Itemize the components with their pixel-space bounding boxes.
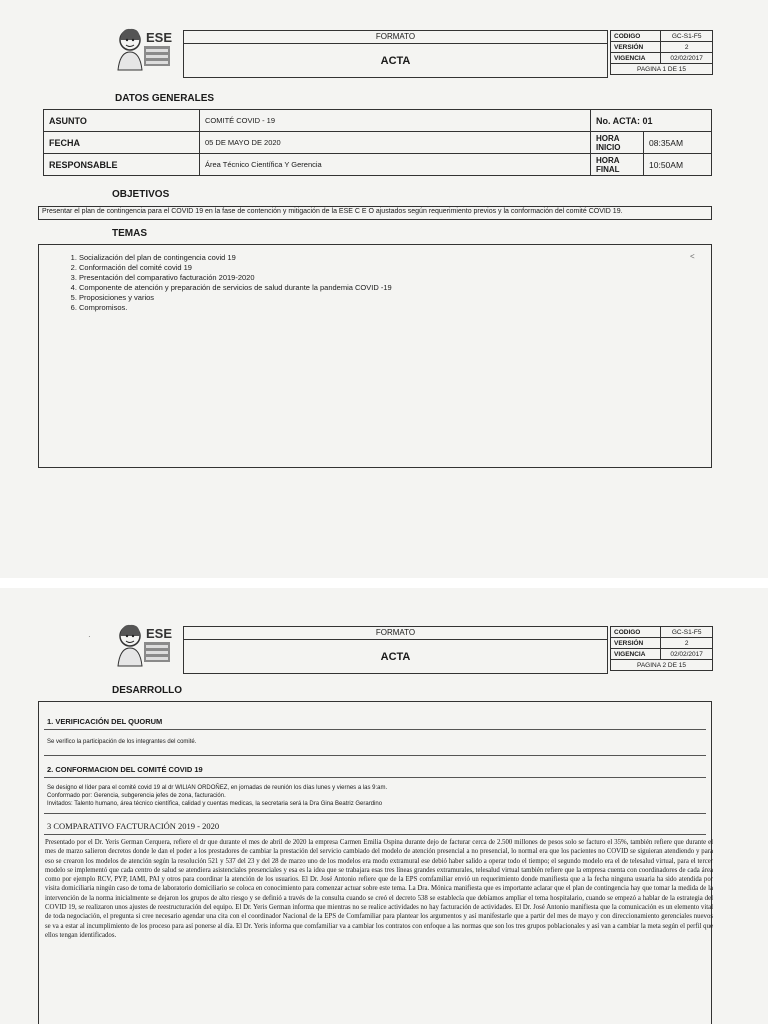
pen-mark: ˂: [690, 252, 695, 261]
version-value: 2: [661, 42, 713, 53]
desarrollo-title: DESARROLLO: [112, 685, 182, 696]
version-value: 2: [661, 638, 713, 649]
codigo-label: CODIGO: [611, 31, 661, 42]
s2-line-1: Se designo el líder para el comité covid 19 al dr WILIAN ORDOÑEZ, en jornadas de reunión los días lunes y viernes a las 9:am.: [47, 785, 388, 791]
tema-item: 4. Componente de atención y preparación de servicios de salud durante la pandemia COVID -19: [79, 283, 711, 293]
svg-text:ESE: ESE: [146, 30, 173, 45]
tema-item: 6. Compromisos.: [79, 303, 711, 313]
hora-inicio-value: 08:35AM: [644, 132, 712, 154]
header-acta: ACTA: [380, 55, 411, 67]
tema-item: 1. Socialización del plan de contingencia covid 19: [79, 253, 711, 263]
header-meta-table: [610, 626, 713, 671]
s1-title: 1. VERIFICACIÓN DEL QUORUM: [47, 717, 163, 726]
datos-generales-table: [43, 109, 712, 176]
temas-list: [79, 253, 711, 313]
fecha-value: 05 DE MAYO DE 2020: [200, 132, 591, 154]
responsable-label: RESPONSABLE: [44, 154, 200, 176]
header-formato: FORMATO: [184, 627, 607, 640]
vigencia-value: 02/02/2017: [661, 53, 713, 64]
ese-logo: [110, 22, 174, 80]
datos-generales-title: DATOS GENERALES: [115, 93, 215, 104]
temas-box: [38, 244, 712, 468]
divider: [44, 729, 706, 730]
asunto-value: COMITÉ COVID - 19: [200, 110, 591, 132]
divider: [44, 813, 706, 814]
codigo-label: CODIGO: [611, 627, 661, 638]
s3-text: Presentado por el Dr. Yeris German Cerquera, refiere el dr que durante el mes de abril de 2020 la empresa Carmen Emilia Ospina durante dejo de facturar cerca de 2.500 millones de pesos solo se facturo el 35%, también refiere que durante el mes de marzo salieron decretos donde le dan el poder a los prestadores de cambiar la prestación del servicio cambiado del modelo de atención presencial a no presencial, lo normal era que los pacientes no COVID se siguieran atendiendo y para eso se crearon los modelos de atención según la resolución 521 y 537 del 23 y del 28 de marzo uno de los modelos era modo extramural ese debió haber salido a operar todo el tiempo; el segundo modelo era el de telesalud virtual, para el tercer modelo se implementó que cada centro de salud se atendiera asistenciales presenciales y esa es la idea que se trabajara esas tres líneas grandes extramurales, telesalud virtual también refiere que la empresa cuenta con coordinadores de cada área como por ejemplo RCV, PYP, IAMI, PAI y otros para coordinar la atención de los usuarios. El Dr. José Antonio refiere que de la EPS comfamiliar envió un requerimiento donde manifiesta que a la fecha ninguna usuaria ha sido atendida por visita domiciliaria ningún caso de toma de laboratorio domiciliario se coloca en conocimiento para comenzar actuar sobre este tema. La Dra. Mónica manifiesta que es importante aclarar que el plan de contingencia hay que tomar la medida de la intervención de la norma inicialmente se dejaron los grupos de alto riesgo y se definió a través de la consulta cuando se creó el decreto 538 se establecía que debíamos ampliar el tema hospitalario, cuando se empezó a hablar de la estrategia del COVID 19, se realizaron unos ajustes de reestructuración del equipo. El Dr. Yeris German informa que mientras no se realice actividades no hay facturación de actividades. El Dr. José Antonio manifiesta que la comunicación es un elemento vital de toda negociación, el pregunta si cree necesario agendar una cita con el coordinador Nacional de la EPS de Comfamiliar para plantear los argumentos y así manifestarle que a partir del mes de mayo y con direccionamiento gerenciales nuevos se va a estar al incumplimiento de los proceso para así ponerse al día. El Dr. Yeris informa que comfamiliar va a cambiar los contratos con enfoque a las normas que son los tres grupos poblacionales y así van a cambiar la meta según el perfil que ellos tengan identificados.: [45, 839, 713, 939]
tema-item: 3. Presentación del comparativo facturación 2019-2020: [79, 273, 711, 283]
divider: [44, 834, 706, 835]
objetivos-text: Presentar el plan de contingencia para el COVID 19 en la fase de contención y mitigación de la ESE C E O ajustados según requerimiento previos y la conformación del comité COVID 19.: [38, 206, 712, 220]
header-formato: FORMATO: [184, 31, 607, 44]
page-gap: [0, 578, 768, 588]
version-label: VERSIÓN: [611, 42, 661, 53]
objetivos-title: OBJETIVOS: [112, 189, 170, 200]
header-title-box: [183, 30, 608, 78]
fecha-label: FECHA: [44, 132, 200, 154]
vigencia-label: VIGENCIA: [611, 53, 661, 64]
asunto-label: ASUNTO: [44, 110, 200, 132]
tema-item: 2. Conformación del comité covid 19: [79, 263, 711, 273]
vigencia-value: 02/02/2017: [661, 649, 713, 660]
header-acta: ACTA: [380, 651, 411, 663]
divider: [44, 755, 706, 756]
s2-title: 2. CONFORMACION DEL COMITÉ COVID 19: [47, 765, 203, 774]
ese-logo: [110, 618, 174, 676]
hora-inicio-label: HORA INICIO: [591, 132, 644, 154]
s1-text: Se verifico la participación de los integrantes del comité.: [47, 739, 197, 745]
hora-final-label: HORA FINAL: [591, 154, 644, 176]
codigo-value: GC-S1-F5: [661, 627, 713, 638]
header-title-box: [183, 626, 608, 674]
version-label: VERSIÓN: [611, 638, 661, 649]
header-meta-table: [610, 30, 713, 75]
vigencia-label: VIGENCIA: [611, 649, 661, 660]
scan-mark: ·: [88, 632, 91, 641]
svg-text:ESE: ESE: [146, 626, 173, 641]
tema-item: 5. Proposiciones y varios: [79, 293, 711, 303]
pagina-value: PAGINA 2 DE 15: [611, 660, 713, 671]
divider: [44, 777, 706, 778]
no-acta: No. ACTA: 01: [591, 110, 712, 132]
hora-final-value: 10:50AM: [644, 154, 712, 176]
codigo-value: GC-S1-F5: [661, 31, 713, 42]
responsable-value: Área Técnico Científica Y Gerencia: [200, 154, 591, 176]
s2-line-3: Invitados: Talento humano, área técnico científica, calidad y cuentas medicas, la secretaria será la Dra Gina Beatriz Gerardino: [47, 801, 383, 807]
page-2: [0, 588, 768, 1024]
pagina-value: PAGINA 1 DE 15: [611, 64, 713, 75]
temas-title: TEMAS: [112, 228, 147, 239]
s2-line-2: Conformado por: Gerencia, subgerencia jefes de zona, facturación.: [47, 793, 226, 799]
s3-title: 3 COMPARATIVO FACTURACIÓN 2019 - 2020: [47, 821, 220, 831]
